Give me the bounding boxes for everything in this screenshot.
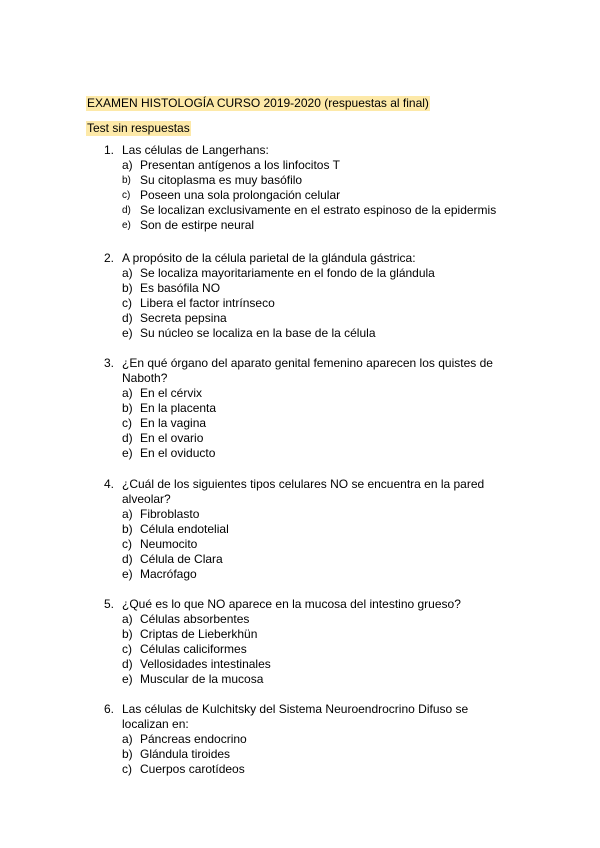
option-item <box>104 326 504 341</box>
question-6 <box>104 702 504 777</box>
question-number: 6. <box>104 702 115 716</box>
question-text: Las células de Kulchitsky del Sistema Neuroendrocrino Difuso se localizan en: <box>122 702 469 731</box>
option-letter: c) <box>122 190 131 201</box>
option-item <box>104 173 504 188</box>
option-text: Células absorbentes <box>140 612 250 626</box>
option-item <box>104 762 504 777</box>
option-item <box>104 401 504 416</box>
option-letter: d) <box>122 311 133 325</box>
question-2 <box>104 251 504 341</box>
option-item <box>104 567 504 582</box>
option-letter: c) <box>122 537 132 551</box>
option-item <box>104 537 504 552</box>
option-item <box>104 657 504 672</box>
question-text: Las células de Langerhans: <box>122 143 269 157</box>
option-text: Célula de Clara <box>140 552 223 566</box>
question-text: A propósito de la célula parietal de la glándula gástrica: <box>122 251 416 265</box>
option-letter: b) <box>122 522 133 536</box>
option-letter: e) <box>122 220 131 231</box>
option-letter: c) <box>122 762 132 776</box>
option-text: Células caliciformes <box>140 642 247 656</box>
option-letter: d) <box>122 431 133 445</box>
option-item <box>104 416 504 431</box>
option-item <box>104 218 504 233</box>
option-letter: e) <box>122 567 133 581</box>
section-subtitle: Test sin respuestas <box>87 121 190 135</box>
option-letter: b) <box>122 401 133 415</box>
question-3 <box>104 356 504 461</box>
option-item <box>104 507 504 522</box>
option-item <box>104 386 504 401</box>
question-number: 4. <box>104 477 115 491</box>
option-item <box>104 446 504 461</box>
option-text: Es basófila NO <box>140 281 221 295</box>
option-letter: e) <box>122 446 133 460</box>
option-text: Vellosidades intestinales <box>140 657 271 671</box>
option-item <box>104 747 504 762</box>
option-letter: d) <box>122 205 131 216</box>
option-letter: e) <box>122 326 133 340</box>
option-text: Se localizan exclusivamente en el estrato espinoso de la epidermis <box>140 203 497 217</box>
option-letter: c) <box>122 642 132 656</box>
question-4 <box>104 477 504 582</box>
option-item <box>104 627 504 642</box>
option-text: Su citoplasma es muy basófilo <box>140 173 303 187</box>
option-item <box>104 612 504 627</box>
option-text: Célula endotelial <box>140 522 229 536</box>
document-title: EXAMEN HISTOLOGÍA CURSO 2019-2020 (respuestas al final) <box>87 96 429 110</box>
option-text: En la vagina <box>140 416 207 430</box>
option-letter: d) <box>122 552 133 566</box>
option-text: Muscular de la mucosa <box>140 672 264 686</box>
option-item <box>104 158 504 173</box>
question-text: ¿Qué es lo que NO aparece en la mucosa del intestino grueso? <box>122 597 461 611</box>
option-text: Poseen una sola prolongación celular <box>140 188 341 202</box>
option-item <box>104 431 504 446</box>
option-letter: a) <box>122 507 133 521</box>
question-1 <box>104 143 504 233</box>
question-text: ¿Cuál de los siguientes tipos celulares NO se encuentra en la pared alveolar? <box>122 477 485 506</box>
option-item <box>104 672 504 687</box>
option-letter: a) <box>122 158 133 172</box>
option-text: En el oviducto <box>140 446 216 460</box>
option-text: Macrófago <box>140 567 197 581</box>
question-number: 5. <box>104 597 115 611</box>
option-letter: e) <box>122 672 133 686</box>
option-text: Cuerpos carotídeos <box>140 762 245 776</box>
option-item <box>104 732 504 747</box>
option-item <box>104 552 504 567</box>
question-text: ¿En qué órgano del aparato genital femenino aparecen los quistes de Naboth? <box>122 356 493 385</box>
option-text: Se localiza mayoritariamente en el fondo de la glándula <box>140 266 435 280</box>
option-letter: a) <box>122 386 133 400</box>
option-text: En la placenta <box>140 401 217 415</box>
option-letter: a) <box>122 732 133 746</box>
option-text: Neumocito <box>140 537 198 551</box>
option-letter: b) <box>122 281 133 295</box>
option-letter: c) <box>122 296 132 310</box>
option-item <box>104 203 504 218</box>
option-letter: b) <box>122 175 131 186</box>
option-letter: c) <box>122 416 132 430</box>
option-text: Presentan antígenos a los linfocitos T <box>140 158 340 172</box>
option-item <box>104 281 504 296</box>
question-number: 1. <box>104 143 115 157</box>
option-text: Glándula tiroides <box>140 747 231 761</box>
option-text: Secreta pepsina <box>140 311 227 325</box>
question-number: 3. <box>104 356 115 370</box>
option-letter: b) <box>122 747 133 761</box>
option-letter: a) <box>122 612 133 626</box>
option-text: En el cérvix <box>140 386 203 400</box>
question-number: 2. <box>104 251 115 265</box>
option-text: Criptas de Lieberkhün <box>140 627 258 641</box>
option-text: Libera el factor intrínseco <box>140 296 275 310</box>
option-text: Páncreas endocrino <box>140 732 247 746</box>
option-letter: b) <box>122 627 133 641</box>
option-letter: a) <box>122 266 133 280</box>
option-item <box>104 522 504 537</box>
option-item <box>104 266 504 281</box>
option-text: Fibroblasto <box>140 507 200 521</box>
option-text: En el ovario <box>140 431 204 445</box>
option-item <box>104 311 504 326</box>
option-item <box>104 296 504 311</box>
option-letter: d) <box>122 657 133 671</box>
question-5 <box>104 597 504 687</box>
option-item <box>104 642 504 657</box>
option-text: Son de estirpe neural <box>140 218 255 232</box>
option-text: Su núcleo se localiza en la base de la célula <box>140 326 376 340</box>
option-item <box>104 188 504 203</box>
